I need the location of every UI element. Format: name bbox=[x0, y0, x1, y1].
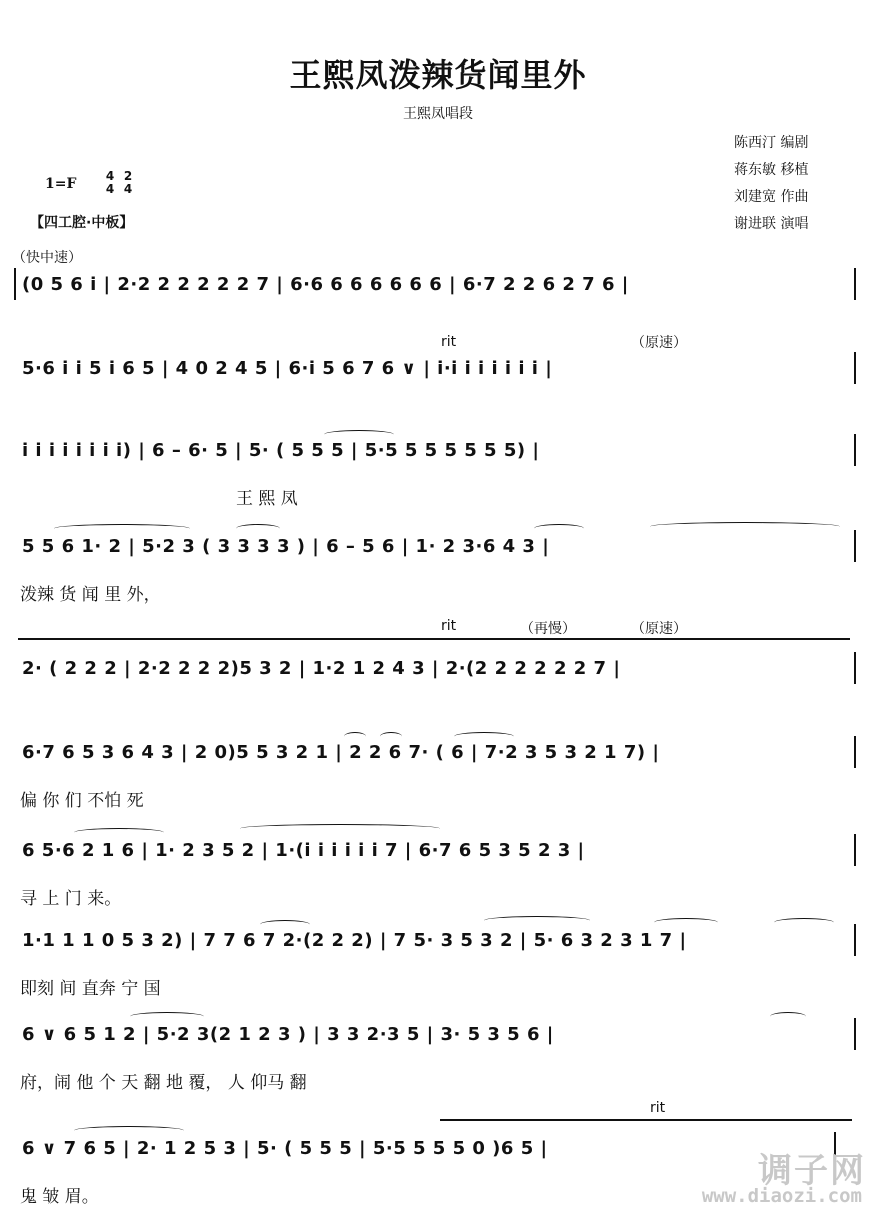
barline bbox=[854, 268, 856, 300]
barline bbox=[854, 352, 856, 384]
slur bbox=[484, 916, 590, 925]
slur bbox=[324, 430, 394, 439]
barline bbox=[14, 268, 16, 300]
credit-line: 蒋东敏 移植 bbox=[734, 162, 809, 178]
credit-line: 陈西汀 编剧 bbox=[734, 135, 809, 151]
rit-mark: rit bbox=[441, 618, 457, 634]
lyrics-line: 偏 你 们 不怕 死 bbox=[20, 791, 144, 811]
tempo-mark: （快中速） bbox=[12, 250, 82, 266]
rit-mark: rit bbox=[650, 1100, 666, 1116]
slur bbox=[654, 918, 718, 927]
tempo-change-mark: （再慢） bbox=[520, 621, 576, 637]
jianpu-notes: 6 5·6 2 1 6 | 1· 2 3 5 2 | 1·(i i i i i i 7 | 6·7 6 5 3 5 2 3 | bbox=[22, 840, 585, 861]
slur bbox=[380, 732, 402, 741]
slur bbox=[74, 1126, 184, 1135]
jianpu-notes: 2· ( 2 2 2 | 2·2 2 2 2)5 3 2 | 1·2 1 2 4 3 | 2·(2 2 2 2 2 2 7 | bbox=[22, 658, 621, 679]
page-subtitle: 王熙凤唱段 bbox=[403, 106, 473, 122]
barline bbox=[854, 1018, 856, 1050]
phrase-line bbox=[440, 1119, 852, 1121]
watermark-logo: 调子网 bbox=[758, 1151, 866, 1191]
credit-line: 谢进联 演唱 bbox=[734, 216, 809, 232]
slur bbox=[770, 1012, 806, 1021]
jianpu-notes: 6 ∨ 7 6 5 | 2· 1 2 5 3 | 5· ( 5 5 5 | 5·5 5 5 5 0 )6 5 | bbox=[22, 1138, 548, 1159]
slur bbox=[454, 732, 514, 741]
watermark-url: www.diaozi.com bbox=[701, 1185, 862, 1207]
page-title: 王熙凤泼辣货闻里外 bbox=[289, 56, 587, 94]
time-signature: 4 4 bbox=[105, 169, 115, 196]
lyrics-line: 鬼 皱 眉。 bbox=[20, 1187, 99, 1207]
slur bbox=[534, 524, 584, 533]
barline bbox=[854, 736, 856, 768]
slur bbox=[774, 918, 834, 927]
key-signature: 1=F bbox=[45, 176, 77, 192]
lyrics-line: 府，闹 他 个 天 翻 地 覆， 人 仰马 翻 bbox=[20, 1073, 307, 1093]
rit-mark: rit bbox=[441, 334, 457, 350]
lyrics-line: 王 熙 凤 bbox=[236, 489, 298, 509]
slur bbox=[344, 732, 366, 741]
jianpu-notes: 5·6 i i 5 i 6 5 | 4 0 2 4 5 | 6·i 5 6 7 6 ∨ | i·i i i i i i i | bbox=[22, 358, 553, 379]
slur bbox=[260, 920, 310, 929]
slur bbox=[240, 824, 440, 833]
jianpu-notes: 5 5 6 1· 2 | 5·2 3 ( 3 3 3 3 ) | 6 – 5 6 | 1· 2 3·6 4 3 | bbox=[22, 536, 550, 557]
time-signature: 2 4 bbox=[123, 169, 133, 196]
barline bbox=[854, 530, 856, 562]
slur bbox=[650, 522, 840, 531]
jianpu-notes: 1·1 1 1 0 5 3 2) | 7 7 6 7 2·(2 2 2) | 7 5· 3 5 3 2 | 5· 6 3 2 3 1 7 | bbox=[22, 930, 687, 951]
jianpu-notes: i i i i i i i i) | 6 – 6· 5 | 5· ( 5 5 5 | 5·5 5 5 5 5 5 5) | bbox=[22, 440, 540, 461]
barline bbox=[854, 924, 856, 956]
jianpu-notes: 6 ∨ 6 5 1 2 | 5·2 3(2 1 2 3 ) | 3 3 2·3 5 | 3· 5 3 5 6 | bbox=[22, 1024, 554, 1045]
lyrics-line: 即刻 间 直奔 宁 国 bbox=[20, 979, 161, 999]
barline bbox=[854, 834, 856, 866]
jianpu-notes: 6·7 6 5 3 6 4 3 | 2 0)5 5 3 2 1 | 2 2 6 7· ( 6 | 7·2 3 5 3 2 1 7) | bbox=[22, 742, 660, 763]
tempo-change-mark: （原速） bbox=[631, 335, 687, 351]
barline bbox=[854, 434, 856, 466]
tempo-change-mark: （原速） bbox=[631, 621, 687, 637]
lyrics-line: 寻 上 门 来。 bbox=[20, 889, 122, 909]
barline bbox=[854, 652, 856, 684]
lyrics-line: 泼辣 货 闻 里 外， bbox=[20, 585, 161, 605]
jianpu-notes: (0 5 6 i | 2·2 2 2 2 2 2 7 | 6·6 6 6 6 6 6 6 | 6·7 2 2 6 2 7 6 | bbox=[22, 274, 629, 295]
slur bbox=[74, 828, 164, 837]
slur bbox=[130, 1012, 204, 1021]
section-label: 【四工腔·中板】 bbox=[30, 215, 134, 231]
phrase-line bbox=[18, 638, 850, 640]
slur bbox=[236, 524, 280, 533]
slur bbox=[54, 524, 190, 533]
credit-line: 刘建宽 作曲 bbox=[734, 189, 809, 205]
